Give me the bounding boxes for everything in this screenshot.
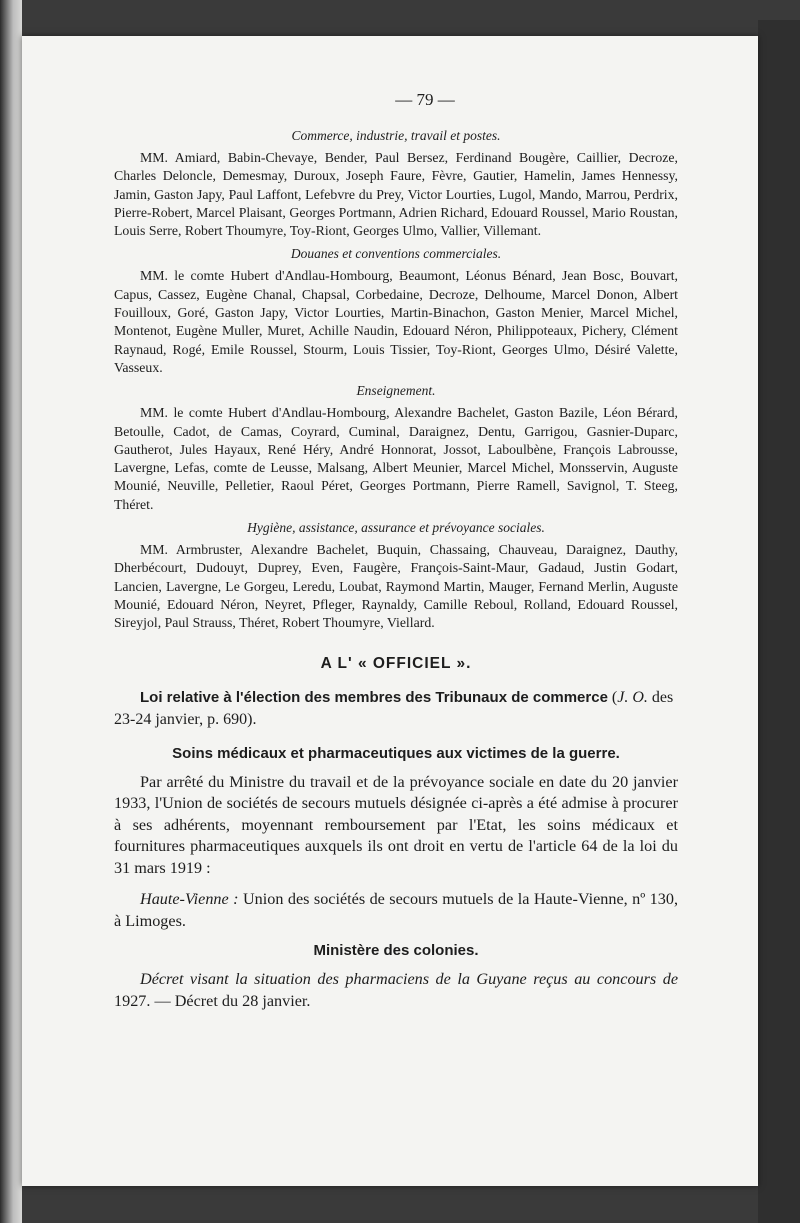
decret-title: Décret visant la situation des pharmaciens de la Guyane reçus au concours de (140, 970, 678, 989)
document-page (22, 36, 758, 1186)
location-label: Haute-Vienne : (140, 890, 239, 909)
committee-section (114, 520, 678, 632)
soins-paragraph: Par arrêté du Ministre du travail et de la prévoyance sociale en date du 20 janvier 1933, l'Union de sociétés de secours mutuels désignée ci-après a été admise à procurer à ses adhérents, moyennant remboursement par l'Etat, les soins médicaux et fournitures pharmaceutiques auxquels ils ont droit en vertu de l'article 64 de la loi du 31 mars 1919 : (114, 772, 678, 877)
decret-paragraph (114, 969, 678, 1012)
committee-section (114, 383, 678, 514)
section-title: Commerce, industrie, travail et postes. (291, 128, 501, 143)
soins-heading: Soins médicaux et pharmaceutiques aux victimes de la guerre. (172, 744, 620, 762)
page-edge (758, 20, 800, 1223)
decret-rest: 1927. — Décret du 28 janvier. (114, 991, 311, 1010)
officiel-heading: A L' « OFFICIEL ». (320, 654, 472, 672)
member-list: MM. Amiard, Babin-Chevaye, Bender, Paul Bersez, Ferdinand Bougère, Caillier, Decroze, Charles Deloncle, Demesmay, Duroux, Joseph Faure, Fèvre, Gautier, Hamelin, James Hennessy, Jamin, Gaston Japy, Paul Laffont, Lefebvre du Prey, Victor Lourties, Lugol, Mando, Marrou, Perdrix, Pierre-Robert, Marcel Plaisant, Georges Portmann, Adrien Richard, Edouard Roussel, Mario Roustan, Louis Serre, Robert Thoumyre, Toy-Riont, Georges Ulmo, Vallier, Villemant. (114, 150, 678, 239)
loi-paragraph (114, 687, 678, 731)
loi-title: Loi relative à l'élection des membres des Tribunaux de commerce (140, 688, 608, 706)
member-list: MM. le comte Hubert d'Andlau-Hombourg, Alexandre Bachelet, Gaston Bazile, Léon Bérard, Betoulle, Cadot, de Camas, Coyrard, Cuminal, Daraignez, Dentu, Garrigou, Gasnier-Duparc, Gautherot, Jules Hayaux, René Héry, André Honnorat, Jossot, Laboulbène, François Labrousse, Lavergne, Lefas, comte de Leusse, Malsang, Albert Meunier, Marcel Michel, Monsservin, Auguste Mounié, Neuville, Pelletier, Raoul Péret, Georges Portmann, Pierre Ramell, Savignol, T. Steeg, Théret. (114, 405, 678, 512)
committee-section (114, 246, 678, 377)
loi-ref-rest: des 23-24 janvier, p. 690). (114, 688, 674, 728)
page-content (114, 90, 678, 1022)
loi-ref-journal: J. O. (617, 688, 648, 706)
binding-edge (0, 0, 22, 1223)
page-number: — 79 — (395, 90, 455, 109)
member-list: MM. le comte Hubert d'Andlau-Hombourg, Beaumont, Léonus Bénard, Jean Bosc, Bouvart, Capus, Cassez, Eugène Chanal, Chapsal, Corbedaine, Decroze, Delhoume, Marcel Donon, Albert Fouilloux, Goré, Gaston Japy, Victor Lourties, Martin-Binachon, Gaston Menier, Marcel Michel, Montenot, Eugène Muller, Muret, Achille Naudin, Edouard Néron, Philippoteaux, Pichery, Clément Raynaud, Rogé, Emile Roussel, Stourm, Louis Tissier, Toy-Riont, Georges Ulmo, Désiré Valette, Vasseux. (114, 268, 678, 375)
section-title: Enseignement. (356, 383, 436, 399)
section-title: Hygiène, assistance, assurance et prévoyance sociales. (247, 520, 545, 536)
member-list: MM. Armbruster, Alexandre Bachelet, Buquin, Chassaing, Chauveau, Daraignez, Dauthy, Dherbécourt, Dudouyt, Duprey, Even, Faugère, François-Saint-Maur, Gadaud, Justin Godart, Lancien, Lavergne, Le Gorgeu, Leredu, Loubat, Raymond Martin, Mauger, Fernand Merlin, Auguste Mounié, Edouard Néron, Neyret, Pfleger, Raynaldy, Camille Reboul, Rolland, Edouard Roussel, Sireyjol, Paul Strauss, Théret, Robert Thoumyre, Viellard. (114, 542, 678, 631)
location-paragraph (114, 889, 678, 932)
loi-ref-open: ( (607, 688, 618, 706)
section-title: Douanes et conventions commerciales. (290, 246, 502, 262)
committee-section (114, 128, 678, 240)
location-text: Union des sociétés de secours mutuels de la Haute-Vienne, nº 130, à Limoges. (114, 890, 678, 930)
colonies-heading: Ministère des colonies. (313, 942, 479, 960)
